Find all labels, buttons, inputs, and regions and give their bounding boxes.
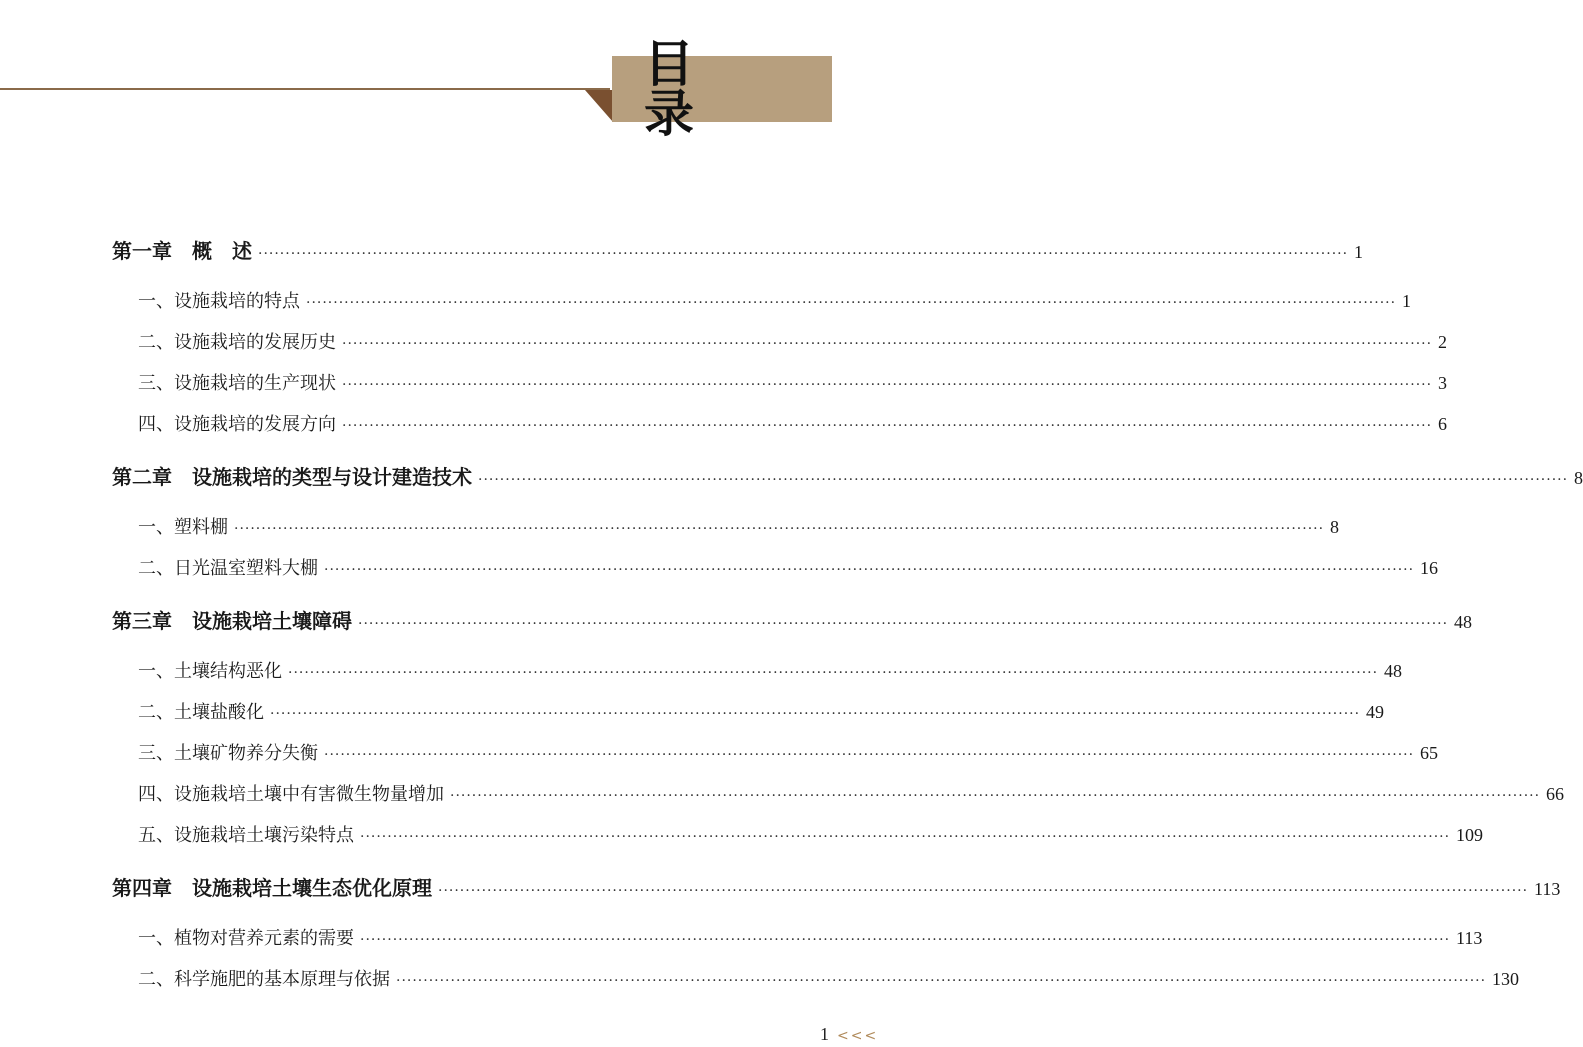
toc-page-number: 109 — [1456, 825, 1484, 845]
leader-dots: ········································································································································································································ — [324, 747, 1415, 763]
title-wedge — [585, 90, 613, 122]
toc-section-row[interactable] — [138, 779, 1565, 809]
toc-page-number: 130 — [1492, 969, 1520, 989]
toc-page-number: 66 — [1546, 784, 1565, 804]
toc-chapter-row[interactable] — [112, 462, 1583, 492]
toc-section-row[interactable] — [138, 697, 1385, 727]
toc-section-row[interactable] — [138, 656, 1403, 686]
toc-page-number: 49 — [1366, 702, 1385, 722]
toc-entry-label: 一、土壤结构恶化 — [138, 661, 282, 682]
leader-dots: ········································································································································································································ — [358, 616, 1449, 632]
toc-entry-label: 第四章 设施栽培土壤生态优化原理 — [112, 876, 432, 900]
header-rule — [0, 88, 610, 90]
toc-entry-label: 二、科学施肥的基本原理与依据 — [138, 969, 390, 990]
toc-entry-label: 四、设施栽培的发展方向 — [138, 414, 336, 435]
leader-dots: ········································································································································································································ — [306, 295, 1397, 311]
toc-section-row[interactable] — [138, 553, 1439, 583]
toc-entry-label: 三、设施栽培的生产现状 — [138, 373, 336, 394]
toc-entry-label: 二、日光温室塑料大棚 — [138, 558, 318, 579]
leader-dots: ········································································································································································································ — [342, 377, 1433, 393]
toc-entry-label: 三、土壤矿物养分失衡 — [138, 743, 318, 764]
toc-chapter-row[interactable] — [112, 606, 1473, 636]
toc-page-number: 113 — [1456, 928, 1483, 948]
toc-chapter-row[interactable] — [112, 873, 1561, 903]
toc-entry-label: 二、土壤盐酸化 — [138, 702, 264, 723]
toc-section-row[interactable] — [138, 409, 1448, 439]
leader-dots: ········································································································································································································ — [342, 418, 1433, 434]
toc-entry-label: 第一章 概 述 — [112, 239, 252, 263]
leader-dots: ········································································································································································································ — [258, 246, 1349, 262]
toc-entry-label: 二、设施栽培的发展历史 — [138, 332, 336, 353]
leader-dots: ········································································································································································································ — [478, 472, 1569, 488]
toc-section-row[interactable] — [138, 286, 1412, 316]
leader-dots: ········································································································································································································ — [270, 706, 1361, 722]
toc-page-number: 1 — [1402, 291, 1412, 311]
toc-entry-label: 一、植物对营养元素的需要 — [138, 928, 354, 949]
title-banner — [612, 35, 832, 143]
toc-section-row[interactable] — [138, 738, 1439, 768]
toc-page-number: 8 — [1574, 468, 1583, 488]
leader-dots: ········································································································································································································ — [450, 788, 1541, 804]
toc-page-number: 8 — [1330, 517, 1340, 537]
toc-chapter-row[interactable] — [112, 236, 1364, 266]
leader-dots: ········································································································································································································ — [360, 829, 1451, 845]
chevron-left-icon: <<< — [837, 1028, 879, 1044]
toc-section-row[interactable] — [138, 964, 1520, 994]
page-title: 目 录 — [644, 35, 726, 143]
toc-section-row[interactable] — [138, 368, 1448, 398]
toc-page-number: 113 — [1534, 879, 1561, 899]
page-number: 1 — [820, 1024, 829, 1044]
toc-section-row[interactable] — [138, 327, 1448, 357]
toc-entry-label: 第二章 设施栽培的类型与设计建造技术 — [112, 465, 472, 489]
toc-section-row[interactable] — [138, 923, 1483, 953]
toc-page-number: 48 — [1384, 661, 1403, 681]
toc-section-row[interactable] — [138, 512, 1340, 542]
toc-page-number: 2 — [1438, 332, 1448, 352]
toc-entry-label: 四、设施栽培土壤中有害微生物量增加 — [138, 784, 444, 805]
toc-page-number: 6 — [1438, 414, 1448, 434]
leader-dots: ········································································································································································································ — [234, 521, 1325, 537]
leader-dots: ········································································································································································································ — [360, 932, 1451, 948]
toc-page-number: 48 — [1454, 612, 1473, 632]
leader-dots: ········································································································································································································ — [438, 883, 1529, 899]
toc-entry-label: 一、塑料棚 — [138, 517, 228, 538]
leader-dots: ········································································································································································································ — [396, 973, 1487, 989]
toc-section-row[interactable] — [138, 820, 1484, 850]
toc-page-number: 1 — [1354, 242, 1364, 262]
page-footer — [820, 1024, 878, 1045]
toc-page-number: 65 — [1420, 743, 1439, 763]
toc-entry-label: 五、设施栽培土壤污染特点 — [138, 825, 354, 846]
toc-page-number: 3 — [1438, 373, 1448, 393]
leader-dots: ········································································································································································································ — [342, 336, 1433, 352]
toc-entry-label: 一、设施栽培的特点 — [138, 291, 300, 312]
leader-dots: ········································································································································································································ — [288, 665, 1379, 681]
toc-entry-label: 第三章 设施栽培土壤障碍 — [112, 609, 352, 633]
toc-page-number: 16 — [1420, 558, 1439, 578]
leader-dots: ········································································································································································································ — [324, 562, 1415, 578]
